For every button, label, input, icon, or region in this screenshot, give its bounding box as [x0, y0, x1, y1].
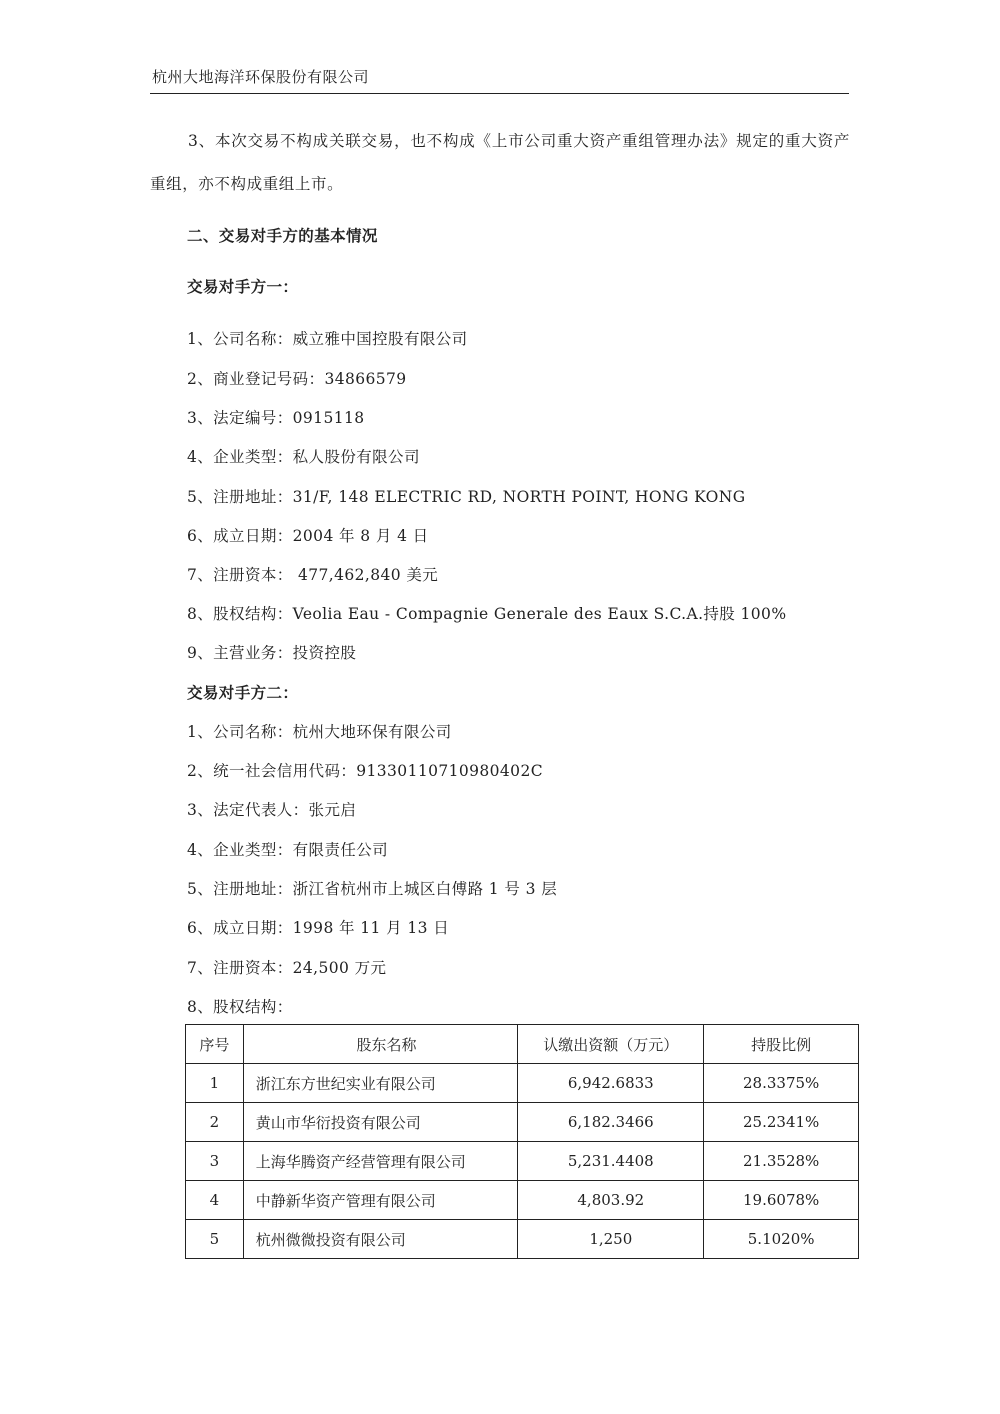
party2-item-credit-code: 2、统一社会信用代码：91330110710980402C [187, 762, 543, 780]
section-title-counterparties: 二、交易对手方的基本情况 [187, 226, 378, 245]
table-cell: 杭州微微投资有限公司 [243, 1220, 518, 1259]
table-row [186, 1103, 859, 1142]
table-header-cell: 股东名称 [243, 1025, 518, 1064]
party2-item-type: 4、企业类型：有限责任公司 [187, 841, 389, 859]
table-cell: 25.2341% [704, 1103, 859, 1142]
party2-item-representative: 3、法定代表人：张元启 [187, 801, 357, 819]
table-cell: 5,231.4408 [518, 1142, 704, 1181]
table-cell: 5 [186, 1220, 244, 1259]
party2-item-name: 1、公司名称：杭州大地环保有限公司 [187, 723, 452, 741]
party1-item-address: 5、注册地址：31/F, 148 ELECTRIC RD, NORTH POINT, HONG KONG [187, 488, 746, 506]
table-cell: 4,803.92 [518, 1181, 704, 1220]
header-divider [150, 93, 849, 94]
party1-item-capital: 7、注册资本： 477,462,840 美元 [187, 566, 439, 584]
party2-item-ownership: 8、股权结构： [187, 998, 293, 1016]
table-row [186, 1220, 859, 1259]
table-cell: 黄山市华衍投资有限公司 [243, 1103, 518, 1142]
table-row [186, 1142, 859, 1181]
party1-title: 交易对手方一： [187, 277, 299, 296]
table-header-cell: 序号 [186, 1025, 244, 1064]
table-cell: 6,182.3466 [518, 1103, 704, 1142]
table-cell: 1,250 [518, 1220, 704, 1259]
table-cell: 21.3528% [704, 1142, 859, 1181]
table-cell: 中静新华资产管理有限公司 [243, 1181, 518, 1220]
page-header-company: 杭州大地海洋环保股份有限公司 [152, 68, 370, 86]
table-header-row [186, 1025, 859, 1064]
party1-item-business: 9、主营业务：投资控股 [187, 644, 357, 662]
table-cell: 19.6078% [704, 1181, 859, 1220]
party1-item-name: 1、公司名称：威立雅中国控股有限公司 [187, 330, 468, 348]
table-row [186, 1064, 859, 1103]
table-cell: 3 [186, 1142, 244, 1181]
party1-item-founded: 6、成立日期：2004 年 8 月 4 日 [187, 527, 429, 545]
party1-item-type: 4、企业类型：私人股份有限公司 [187, 448, 420, 466]
table-cell: 浙江东方世纪实业有限公司 [243, 1064, 518, 1103]
party1-item-registration: 2、商业登记号码：34866579 [187, 370, 407, 388]
party2-title: 交易对手方二： [187, 683, 299, 702]
table-header-cell: 持股比例 [704, 1025, 859, 1064]
party1-item-legal-number: 3、法定编号：0915118 [187, 409, 365, 427]
table-header-cell: 认缴出资额（万元） [518, 1025, 704, 1064]
table-cell: 1 [186, 1064, 244, 1103]
table-cell: 上海华腾资产经营管理有限公司 [243, 1142, 518, 1181]
table-row [186, 1181, 859, 1220]
table-cell: 4 [186, 1181, 244, 1220]
table-cell: 6,942.6833 [518, 1064, 704, 1103]
table-cell: 2 [186, 1103, 244, 1142]
intro-paragraph-3: 3、本次交易不构成关联交易，也不构成《上市公司重大资产重组管理办法》规定的重大资产重组，亦不构成重组上市。 [150, 132, 850, 193]
table-cell: 5.1020% [704, 1220, 859, 1259]
party2-item-founded: 6、成立日期：1998 年 11 月 13 日 [187, 919, 450, 937]
party2-item-capital: 7、注册资本：24,500 万元 [187, 959, 387, 977]
party1-item-ownership: 8、股权结构：Veolia Eau - Compagnie Generale des Eaux S.C.A.持股 100% [187, 605, 787, 623]
party2-item-address: 5、注册地址：浙江省杭州市上城区白傅路 1 号 3 层 [187, 880, 558, 898]
table-cell: 28.3375% [704, 1064, 859, 1103]
shareholder-table [185, 1024, 859, 1259]
